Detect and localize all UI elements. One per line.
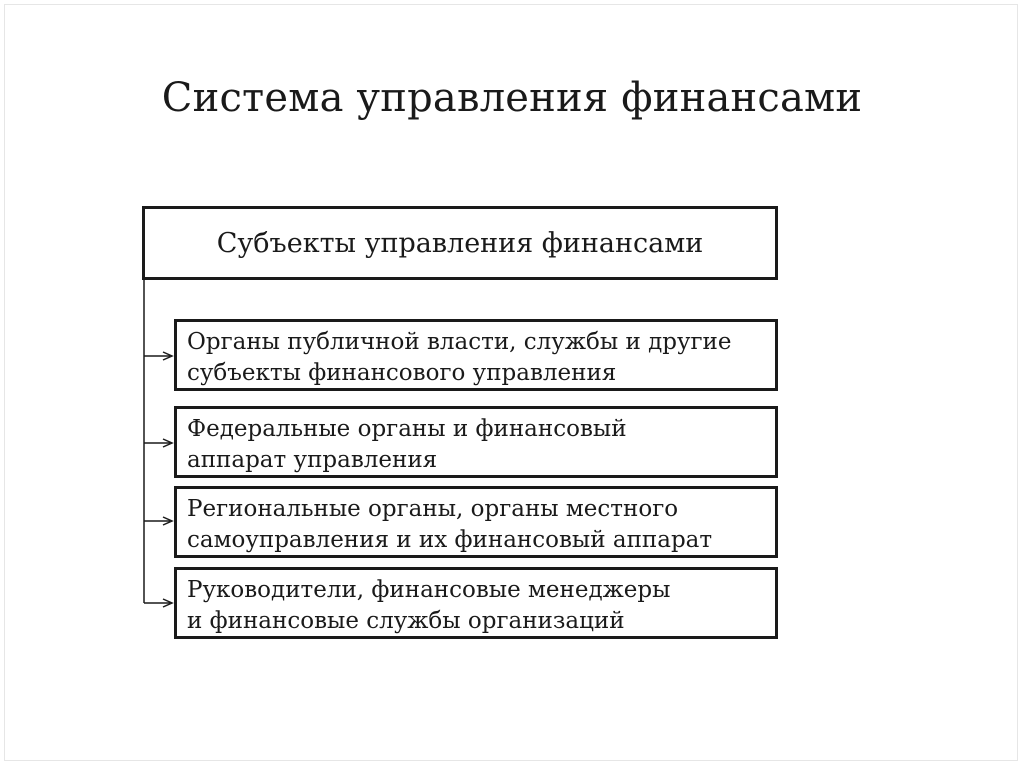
sub-box-line: самоуправления и их финансовый аппарат — [187, 527, 713, 553]
sub-box-line: Руководители, финансовые менеджеры — [187, 577, 671, 603]
sub-box-federal — [174, 406, 778, 478]
sub-box-line: Региональные органы, органы местного — [187, 496, 679, 522]
sub-box-line: Федеральные органы и финансовый — [187, 416, 627, 442]
sub-box-line: и финансовые службы организаций — [187, 608, 625, 634]
sub-box-line: субъекты финансового управления — [187, 360, 617, 386]
slide-title: Система управления финансами — [161, 75, 863, 121]
sub-box-regional — [174, 486, 778, 558]
sub-box-organizations — [174, 567, 778, 639]
main-box-label: Субъекты управления финансами — [216, 227, 704, 259]
sub-box-line: аппарат управления — [187, 447, 438, 473]
main-box — [142, 206, 778, 280]
sub-box-line: Органы публичной власти, службы и другие — [187, 329, 732, 355]
sub-box-public-authorities — [174, 319, 778, 391]
